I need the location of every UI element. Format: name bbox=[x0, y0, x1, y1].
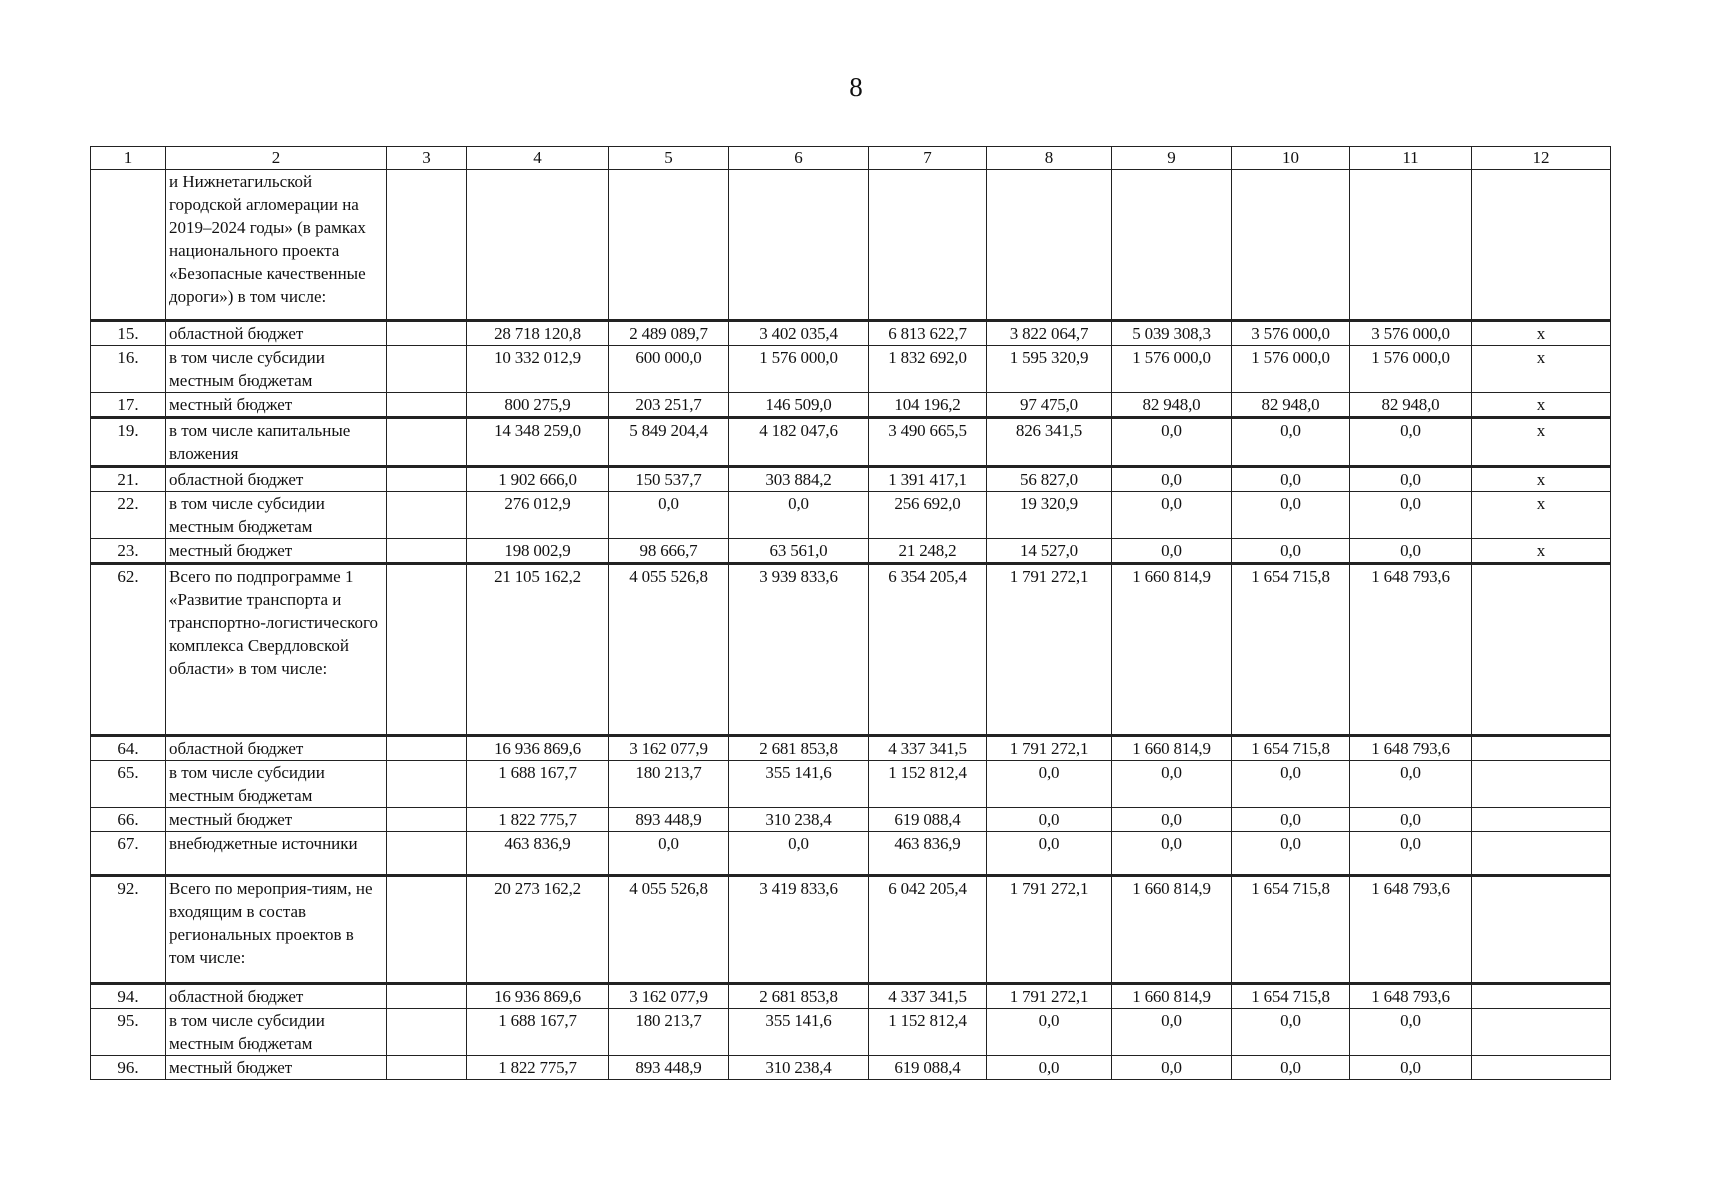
row-number-cell: 67. bbox=[91, 832, 166, 876]
row-name-cell: местный бюджет bbox=[166, 539, 387, 564]
value-cell: 0,0 bbox=[987, 808, 1112, 832]
value-cell: 203 251,7 bbox=[609, 393, 729, 418]
row-name-cell: Всего по подпрограмме 1 «Развитие транспорта и транспортно-логистического комплекса Свердловской области» в том числе: bbox=[166, 564, 387, 736]
row-number-cell: 92. bbox=[91, 876, 166, 984]
value-cell: 276 012,9 bbox=[467, 492, 609, 539]
value-cell bbox=[1350, 170, 1472, 321]
value-cell: 98 666,7 bbox=[609, 539, 729, 564]
value-cell bbox=[869, 170, 987, 321]
row-name-cell: местный бюджет bbox=[166, 808, 387, 832]
value-cell: 4 182 047,6 bbox=[729, 418, 869, 467]
value-cell bbox=[609, 170, 729, 321]
row-name-cell: в том числе субсидии местным бюджетам bbox=[166, 1009, 387, 1056]
row-number-cell: 17. bbox=[91, 393, 166, 418]
value-cell: 0,0 bbox=[609, 832, 729, 876]
value-cell: 1 654 715,8 bbox=[1232, 736, 1350, 761]
value-cell: 1 688 167,7 bbox=[467, 761, 609, 808]
column-12-cell bbox=[1472, 736, 1611, 761]
table-row bbox=[91, 418, 1611, 467]
value-cell: 82 948,0 bbox=[1350, 393, 1472, 418]
value-cell: 3 822 064,7 bbox=[987, 321, 1112, 346]
value-cell: 1 660 814,9 bbox=[1112, 984, 1232, 1009]
column-3-cell bbox=[387, 876, 467, 984]
row-name-cell: Всего по мероприя-тиям, не входящим в состав региональных проектов в том числе: bbox=[166, 876, 387, 984]
value-cell: 0,0 bbox=[1112, 1009, 1232, 1056]
column-3-cell bbox=[387, 761, 467, 808]
value-cell: 82 948,0 bbox=[1112, 393, 1232, 418]
value-cell: 1 688 167,7 bbox=[467, 1009, 609, 1056]
page-number: 8 bbox=[849, 72, 863, 102]
value-cell: 63 561,0 bbox=[729, 539, 869, 564]
value-cell: 0,0 bbox=[1232, 832, 1350, 876]
value-cell: 3 576 000,0 bbox=[1232, 321, 1350, 346]
value-cell: 4 337 341,5 bbox=[869, 736, 987, 761]
row-name-cell: в том числе субсидии местным бюджетам bbox=[166, 761, 387, 808]
value-cell: 0,0 bbox=[1112, 761, 1232, 808]
column-12-cell bbox=[1472, 1056, 1611, 1080]
table-row bbox=[91, 170, 1611, 321]
value-cell: 5 849 204,4 bbox=[609, 418, 729, 467]
column-3-cell bbox=[387, 808, 467, 832]
column-12-cell bbox=[1472, 984, 1611, 1009]
value-cell: 21 248,2 bbox=[869, 539, 987, 564]
value-cell: 826 341,5 bbox=[987, 418, 1112, 467]
value-cell: 1 152 812,4 bbox=[869, 761, 987, 808]
value-cell: 463 836,9 bbox=[467, 832, 609, 876]
row-name-cell: в том числе субсидии местным бюджетам bbox=[166, 346, 387, 393]
value-cell: 0,0 bbox=[1232, 761, 1350, 808]
header-cell: 10 bbox=[1232, 147, 1350, 170]
value-cell bbox=[1112, 170, 1232, 321]
value-cell: 180 213,7 bbox=[609, 761, 729, 808]
value-cell: 0,0 bbox=[1350, 467, 1472, 492]
value-cell: 0,0 bbox=[1112, 492, 1232, 539]
table-row bbox=[91, 564, 1611, 736]
value-cell: 1 648 793,6 bbox=[1350, 876, 1472, 984]
row-number-cell: 66. bbox=[91, 808, 166, 832]
row-number-cell: 65. bbox=[91, 761, 166, 808]
column-3-cell bbox=[387, 736, 467, 761]
column-3-cell bbox=[387, 418, 467, 467]
value-cell: 56 827,0 bbox=[987, 467, 1112, 492]
header-cell: 11 bbox=[1350, 147, 1472, 170]
column-3-cell bbox=[387, 564, 467, 736]
value-cell: 0,0 bbox=[1350, 761, 1472, 808]
header-cell: 8 bbox=[987, 147, 1112, 170]
row-number-cell: 21. bbox=[91, 467, 166, 492]
table-row bbox=[91, 346, 1611, 393]
row-number-cell: 96. bbox=[91, 1056, 166, 1080]
value-cell: 16 936 869,6 bbox=[467, 984, 609, 1009]
value-cell: 19 320,9 bbox=[987, 492, 1112, 539]
value-cell: 1 660 814,9 bbox=[1112, 736, 1232, 761]
column-12-cell: х bbox=[1472, 467, 1611, 492]
row-number-cell bbox=[91, 170, 166, 321]
column-3-cell bbox=[387, 321, 467, 346]
value-cell: 0,0 bbox=[1232, 1009, 1350, 1056]
value-cell: 14 527,0 bbox=[987, 539, 1112, 564]
row-number-cell: 19. bbox=[91, 418, 166, 467]
value-cell: 355 141,6 bbox=[729, 761, 869, 808]
row-name-cell: внебюджетные источники bbox=[166, 832, 387, 876]
column-12-cell bbox=[1472, 170, 1611, 321]
column-12-cell: х bbox=[1472, 539, 1611, 564]
value-cell: 4 055 526,8 bbox=[609, 876, 729, 984]
value-cell: 0,0 bbox=[1112, 1056, 1232, 1080]
value-cell: 6 042 205,4 bbox=[869, 876, 987, 984]
value-cell: 2 681 853,8 bbox=[729, 736, 869, 761]
column-3-cell bbox=[387, 1009, 467, 1056]
value-cell: 600 000,0 bbox=[609, 346, 729, 393]
value-cell: 1 822 775,7 bbox=[467, 1056, 609, 1080]
value-cell: 800 275,9 bbox=[467, 393, 609, 418]
value-cell: 310 238,4 bbox=[729, 1056, 869, 1080]
value-cell: 0,0 bbox=[1112, 808, 1232, 832]
value-cell: 0,0 bbox=[987, 761, 1112, 808]
table-row bbox=[91, 492, 1611, 539]
value-cell: 21 105 162,2 bbox=[467, 564, 609, 736]
column-3-cell bbox=[387, 492, 467, 539]
row-name-cell: областной бюджет bbox=[166, 736, 387, 761]
header-cell: 6 bbox=[729, 147, 869, 170]
value-cell: 0,0 bbox=[987, 1009, 1112, 1056]
table-row bbox=[91, 539, 1611, 564]
value-cell: 1 791 272,1 bbox=[987, 984, 1112, 1009]
column-12-cell: х bbox=[1472, 393, 1611, 418]
value-cell: 0,0 bbox=[1112, 467, 1232, 492]
row-number-cell: 62. bbox=[91, 564, 166, 736]
value-cell: 198 002,9 bbox=[467, 539, 609, 564]
value-cell: 3 490 665,5 bbox=[869, 418, 987, 467]
header-cell: 12 bbox=[1472, 147, 1611, 170]
value-cell: 1 152 812,4 bbox=[869, 1009, 987, 1056]
value-cell: 5 039 308,3 bbox=[1112, 321, 1232, 346]
header-cell: 3 bbox=[387, 147, 467, 170]
table-row bbox=[91, 736, 1611, 761]
value-cell: 1 648 793,6 bbox=[1350, 564, 1472, 736]
row-name-cell: местный бюджет bbox=[166, 393, 387, 418]
value-cell: 1 791 272,1 bbox=[987, 564, 1112, 736]
column-12-cell: х bbox=[1472, 346, 1611, 393]
table-row bbox=[91, 761, 1611, 808]
value-cell: 893 448,9 bbox=[609, 1056, 729, 1080]
value-cell: 28 718 120,8 bbox=[467, 321, 609, 346]
value-cell: 1 576 000,0 bbox=[1232, 346, 1350, 393]
column-12-cell bbox=[1472, 808, 1611, 832]
value-cell: 0,0 bbox=[1232, 418, 1350, 467]
value-cell: 1 791 272,1 bbox=[987, 736, 1112, 761]
value-cell: 6 354 205,4 bbox=[869, 564, 987, 736]
value-cell: 1 595 320,9 bbox=[987, 346, 1112, 393]
value-cell: 1 648 793,6 bbox=[1350, 984, 1472, 1009]
value-cell: 0,0 bbox=[1232, 539, 1350, 564]
row-name-cell: и Нижнетагильской городской агломерации на 2019–2024 годы» (в рамках национального проекта «Безопасные качественные дороги») в том числе: bbox=[166, 170, 387, 321]
table-row bbox=[91, 808, 1611, 832]
value-cell: 10 332 012,9 bbox=[467, 346, 609, 393]
value-cell: 0,0 bbox=[1232, 1056, 1350, 1080]
column-3-cell bbox=[387, 984, 467, 1009]
value-cell: 0,0 bbox=[987, 1056, 1112, 1080]
row-name-cell: в том числе капитальные вложения bbox=[166, 418, 387, 467]
column-12-cell bbox=[1472, 761, 1611, 808]
value-cell: 0,0 bbox=[1350, 539, 1472, 564]
value-cell: 0,0 bbox=[1350, 832, 1472, 876]
row-number-cell: 16. bbox=[91, 346, 166, 393]
value-cell: 1 791 272,1 bbox=[987, 876, 1112, 984]
row-number-cell: 94. bbox=[91, 984, 166, 1009]
column-3-cell bbox=[387, 467, 467, 492]
value-cell: 310 238,4 bbox=[729, 808, 869, 832]
value-cell: 0,0 bbox=[729, 832, 869, 876]
value-cell: 97 475,0 bbox=[987, 393, 1112, 418]
row-number-cell: 22. bbox=[91, 492, 166, 539]
value-cell: 2 489 089,7 bbox=[609, 321, 729, 346]
header-cell: 7 bbox=[869, 147, 987, 170]
row-name-cell: областной бюджет bbox=[166, 321, 387, 346]
value-cell: 3 162 077,9 bbox=[609, 736, 729, 761]
value-cell bbox=[1232, 170, 1350, 321]
column-12-cell: х bbox=[1472, 321, 1611, 346]
value-cell: 1 576 000,0 bbox=[1112, 346, 1232, 393]
value-cell: 1 576 000,0 bbox=[729, 346, 869, 393]
value-cell: 0,0 bbox=[1112, 418, 1232, 467]
column-3-cell bbox=[387, 539, 467, 564]
table-row bbox=[91, 876, 1611, 984]
budget-table bbox=[90, 146, 1611, 1080]
column-3-cell bbox=[387, 393, 467, 418]
value-cell: 0,0 bbox=[1350, 1056, 1472, 1080]
value-cell: 3 419 833,6 bbox=[729, 876, 869, 984]
table-body bbox=[91, 170, 1611, 1080]
value-cell: 1 902 666,0 bbox=[467, 467, 609, 492]
value-cell: 1 648 793,6 bbox=[1350, 736, 1472, 761]
value-cell bbox=[467, 170, 609, 321]
column-3-cell bbox=[387, 170, 467, 321]
value-cell: 1 391 417,1 bbox=[869, 467, 987, 492]
column-3-cell bbox=[387, 346, 467, 393]
header-cell: 4 bbox=[467, 147, 609, 170]
row-number-cell: 23. bbox=[91, 539, 166, 564]
value-cell: 1 654 715,8 bbox=[1232, 984, 1350, 1009]
value-cell: 4 055 526,8 bbox=[609, 564, 729, 736]
value-cell bbox=[987, 170, 1112, 321]
value-cell: 0,0 bbox=[1232, 492, 1350, 539]
value-cell: 3 402 035,4 bbox=[729, 321, 869, 346]
value-cell: 0,0 bbox=[1232, 808, 1350, 832]
table-row bbox=[91, 984, 1611, 1009]
table-row bbox=[91, 1009, 1611, 1056]
value-cell: 14 348 259,0 bbox=[467, 418, 609, 467]
value-cell: 619 088,4 bbox=[869, 808, 987, 832]
header-cell: 9 bbox=[1112, 147, 1232, 170]
value-cell: 0,0 bbox=[1350, 492, 1472, 539]
value-cell: 0,0 bbox=[987, 832, 1112, 876]
value-cell: 3 939 833,6 bbox=[729, 564, 869, 736]
value-cell: 1 822 775,7 bbox=[467, 808, 609, 832]
table-row bbox=[91, 1056, 1611, 1080]
row-number-cell: 64. bbox=[91, 736, 166, 761]
column-12-cell bbox=[1472, 832, 1611, 876]
value-cell: 16 936 869,6 bbox=[467, 736, 609, 761]
value-cell: 180 213,7 bbox=[609, 1009, 729, 1056]
value-cell: 893 448,9 bbox=[609, 808, 729, 832]
value-cell: 1 832 692,0 bbox=[869, 346, 987, 393]
value-cell: 3 576 000,0 bbox=[1350, 321, 1472, 346]
value-cell: 0,0 bbox=[1112, 832, 1232, 876]
value-cell: 2 681 853,8 bbox=[729, 984, 869, 1009]
row-name-cell: местный бюджет bbox=[166, 1056, 387, 1080]
table-row bbox=[91, 832, 1611, 876]
value-cell: 1 654 715,8 bbox=[1232, 564, 1350, 736]
value-cell: 0,0 bbox=[1350, 1009, 1472, 1056]
value-cell: 0,0 bbox=[1350, 418, 1472, 467]
value-cell: 1 660 814,9 bbox=[1112, 564, 1232, 736]
header-cell: 1 bbox=[91, 147, 166, 170]
value-cell: 303 884,2 bbox=[729, 467, 869, 492]
table-row bbox=[91, 393, 1611, 418]
column-12-cell bbox=[1472, 564, 1611, 736]
value-cell: 0,0 bbox=[1232, 467, 1350, 492]
column-12-cell: х bbox=[1472, 418, 1611, 467]
value-cell: 0,0 bbox=[609, 492, 729, 539]
row-name-cell: областной бюджет bbox=[166, 984, 387, 1009]
column-12-cell: х bbox=[1472, 492, 1611, 539]
value-cell: 0,0 bbox=[1112, 539, 1232, 564]
value-cell: 4 337 341,5 bbox=[869, 984, 987, 1009]
value-cell: 150 537,7 bbox=[609, 467, 729, 492]
value-cell: 0,0 bbox=[1350, 808, 1472, 832]
value-cell: 146 509,0 bbox=[729, 393, 869, 418]
row-name-cell: в том числе субсидии местным бюджетам bbox=[166, 492, 387, 539]
column-3-cell bbox=[387, 832, 467, 876]
value-cell: 256 692,0 bbox=[869, 492, 987, 539]
value-cell: 82 948,0 bbox=[1232, 393, 1350, 418]
value-cell: 104 196,2 bbox=[869, 393, 987, 418]
header-cell: 2 bbox=[166, 147, 387, 170]
value-cell: 463 836,9 bbox=[869, 832, 987, 876]
header-row bbox=[91, 147, 1611, 170]
column-12-cell bbox=[1472, 1009, 1611, 1056]
value-cell: 619 088,4 bbox=[869, 1056, 987, 1080]
value-cell: 20 273 162,2 bbox=[467, 876, 609, 984]
table-row bbox=[91, 467, 1611, 492]
header-cell: 5 bbox=[609, 147, 729, 170]
column-3-cell bbox=[387, 1056, 467, 1080]
column-12-cell bbox=[1472, 876, 1611, 984]
value-cell: 6 813 622,7 bbox=[869, 321, 987, 346]
value-cell: 355 141,6 bbox=[729, 1009, 869, 1056]
value-cell: 3 162 077,9 bbox=[609, 984, 729, 1009]
value-cell: 1 576 000,0 bbox=[1350, 346, 1472, 393]
value-cell: 1 660 814,9 bbox=[1112, 876, 1232, 984]
row-number-cell: 15. bbox=[91, 321, 166, 346]
value-cell: 1 654 715,8 bbox=[1232, 876, 1350, 984]
row-name-cell: областной бюджет bbox=[166, 467, 387, 492]
table-row bbox=[91, 321, 1611, 346]
row-number-cell: 95. bbox=[91, 1009, 166, 1056]
value-cell: 0,0 bbox=[729, 492, 869, 539]
value-cell bbox=[729, 170, 869, 321]
